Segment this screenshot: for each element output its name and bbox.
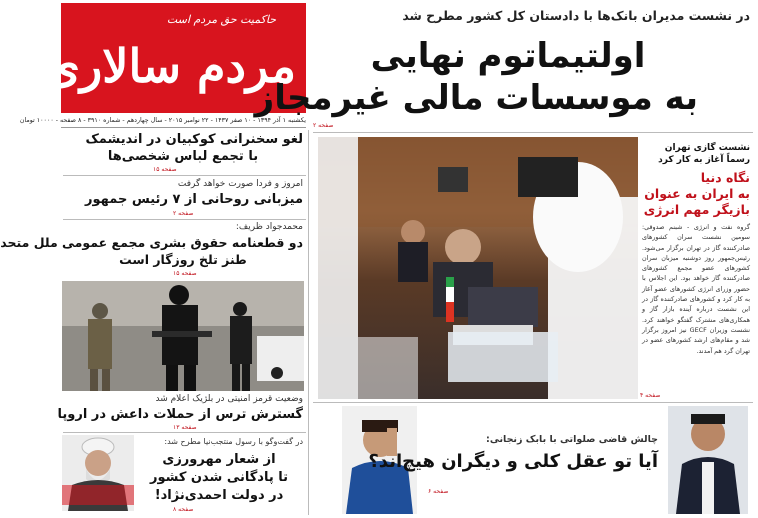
- gas-story-kicker-1: نشست گازی تهران: [664, 143, 750, 153]
- main-story-title-line2: به موسسات مالی غیرمجاز: [254, 78, 698, 118]
- gas-summit-photo-art: [318, 137, 638, 399]
- belgium-soldiers-photo: [62, 281, 304, 391]
- left-item1-page: صفحه ۱۵: [153, 166, 177, 173]
- left-item4-kicker: وضعیت قرمز امنیتی در بلژیک اعلام شد: [155, 394, 303, 404]
- left-item3-title-1: دو قطعنامه حقوق بشری مجمع عمومی ملل متحد: [0, 235, 303, 250]
- newspaper-logo: مردم سالاری: [43, 39, 296, 93]
- left-item5-page: صفحه ۸: [173, 506, 194, 513]
- gas-story-body: گروه نفت و انرژی - شبنم صدوقی: سومین نشست سران کشورهای صادرکننده گاز در تهران برگزار می‌شود. رئیس‌جمهور روز دوشنبه میزبان سران کشورهای عضو مجمع کشورهای صادرکننده گاز خواهد بود. این اجلاس با حضور وزرای انرژی کشورهای عضو آغاز به کار کرد و کشورهای صادرکننده گاز در این نشست درباره آینده بازار گاز و همکاری‌های مشترک گفتگو خواهند کرد. نشست وزیران GECF نیز امروز برگزار شد و مقام‌های ارشد کشورهای عضو در تهران گرد هم آمدند.: [642, 223, 750, 355]
- main-story-page-ref: صفحه ۲: [313, 122, 334, 129]
- left-item3-title-2: طنز تلخ روزگار است: [119, 252, 247, 267]
- dateline: یکشنبه ۱ آذر ۱۳۹۴ - ۱۰ صفر ۱۴۳۷ - ۲۲ نوامبر ۲۰۱۵ - سال چهاردهم - شماره ۳۹۱۰ - ۸ صفحه - ۱۰۰۰۰ تومان: [61, 114, 306, 128]
- gas-summit-photo: [318, 137, 638, 399]
- bottom-story-title: آیا تو عقل کلی و دیگران هیچ‌اند؟: [368, 451, 658, 472]
- judge-photo: [668, 406, 748, 514]
- gas-story-title-1: نگاه دنیا: [700, 170, 750, 185]
- left-item5-kicker: در گفت‌وگو با رسول منتجب‌نیا مطرح شد:: [164, 437, 303, 446]
- montajabnia-photo: [62, 435, 134, 511]
- left-item5-title-1: از شعار مهرورزی: [162, 452, 276, 467]
- left-item1-sub: با تجمع لباس شخصی‌ها: [107, 149, 259, 164]
- montajabnia-photo-art: [62, 435, 134, 511]
- gas-story-title-2: به ایران به عنوان: [644, 186, 750, 201]
- left-item5-title-2: تا پادگانی شدن کشور: [149, 470, 289, 485]
- belgium-soldiers-photo-art: [62, 281, 304, 391]
- main-story-title-line1: اولتیماتوم نهایی: [370, 36, 646, 76]
- bottom-story-page-ref: صفحه ۶: [428, 488, 449, 495]
- gas-story-title-3: بازیگر مهم انرژی: [643, 202, 750, 217]
- left-item1-title: لغو سخنرانی کوکبیان در اندیشمک: [85, 132, 303, 147]
- left-item2-page: صفحه ۲: [173, 210, 194, 217]
- left-item4-page: صفحه ۱۳: [173, 424, 197, 431]
- left-item4-title: گسترش ترس از حملات داعش در اروپا: [57, 407, 303, 422]
- left-item5-title-3: در دولت احمدی‌نژاد!: [154, 488, 284, 503]
- main-story-kicker: در نشست مدیران بانک‌ها با دادستان کل کشور مطرح شد: [402, 8, 750, 23]
- gas-story-page-ref: صفحه ۴: [640, 392, 661, 399]
- left-item2-title: میزبانی روحانی از ۷ رئیس جمهور: [85, 192, 303, 207]
- judge-photo-art: [668, 406, 748, 514]
- left-item2-kicker: امروز و فردا صورت خواهد گرفت: [177, 179, 303, 189]
- gas-story-kicker-2: رسماً آغاز به کار کرد: [658, 155, 750, 165]
- left-item3-page: صفحه ۱۵: [173, 270, 197, 277]
- bottom-story-kicker: چالش قاضی صلواتی با بابک زنجانی:: [486, 434, 658, 445]
- left-item3-kicker: محمدجواد ظریف:: [235, 222, 303, 232]
- masthead-slogan: حاکمیت حق مردم است: [166, 13, 276, 26]
